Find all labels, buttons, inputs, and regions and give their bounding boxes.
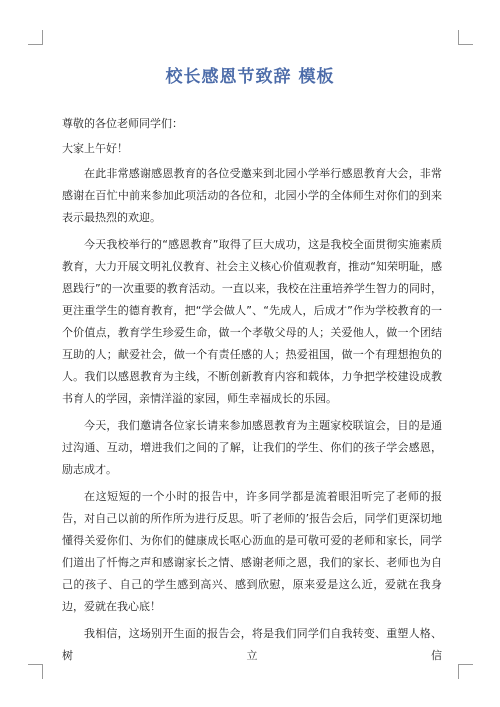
greeting-line: 尊敬的各位老师同学们： — [62, 117, 183, 130]
paragraph-education-activity: 今天我校举行的“感恩教育”取得了巨大成功，这是我校全面贯彻实施素质教育，大力开展文明礼仪教育、社会主义核心价值观教育，推动“知荣明耻，感恩践行”的一次重要的教育活动。一直以来，我校在注重培养学生智力的同时，更注重学生的德育教育，把“学会做人”、“先成人，后成才”作为学校教育的一个价值点，教育学生珍爱生命，做一个孝敬父母的人；关爱他人，做一个团结互助的人；献爱社会，做一个有责任感的人；热爱祖国，做一个有理想抱负的人。我们以感恩教育为主线，不断创新教育内容和载体，力争把学校建设成教书育人的学园，亲情洋溢的家园，师生幸福成长的乐园。 — [62, 238, 442, 405]
page-corner-mark-top-right — [458, 30, 473, 45]
paragraph-report-reflection: 在这短短的一个小时的报告中，许多同学都是流着眼泪听完了老师的报告，对自己以前的所作所为进行反思。听了老师的’报告会后，同学们更深切地懂得关爱你们、为你们的健康成长呕心沥血的是可敬可爱的老师和家长，同学们道出了忏悔之声和感谢家长之情、感谢老师之恩，我们的家长、老师也为自己的孩子、自己的学生感到高兴、感到欣慰，原来爱是这么近，爱就在我身边，爱就在我心底！ — [62, 490, 442, 613]
paragraph-welcome: 在此非常感谢感恩教育的各位受邀来到北园小学举行感恩教育大会，非常感谢在百忙中前来参加此项活动的各位和，北园小学的全体师生对你们的到来表示最热烈的欢迎。 — [62, 167, 442, 224]
salutation-line: 大家上午好！ — [62, 142, 128, 155]
page-corner-mark-bottom-left — [28, 664, 43, 679]
paragraph-parent-meeting: 今天，我们邀请各位家长请来参加感恩教育为主题家校联谊会，目的是通过沟通、互动，增进我们之间的了解，让我们的学生、你们的孩子学会感恩，励志成才。 — [62, 419, 442, 476]
document-title: 校长感恩节致辞 模板 — [165, 67, 335, 87]
page-corner-mark-top-left — [28, 30, 43, 45]
document-body — [62, 113, 442, 667]
paragraph-closing-partial: 我相信，这场别开生面的报告会，将是我们同学们自我转变、重塑人格、树立信 — [62, 627, 442, 662]
page-corner-mark-bottom-right — [458, 664, 473, 679]
